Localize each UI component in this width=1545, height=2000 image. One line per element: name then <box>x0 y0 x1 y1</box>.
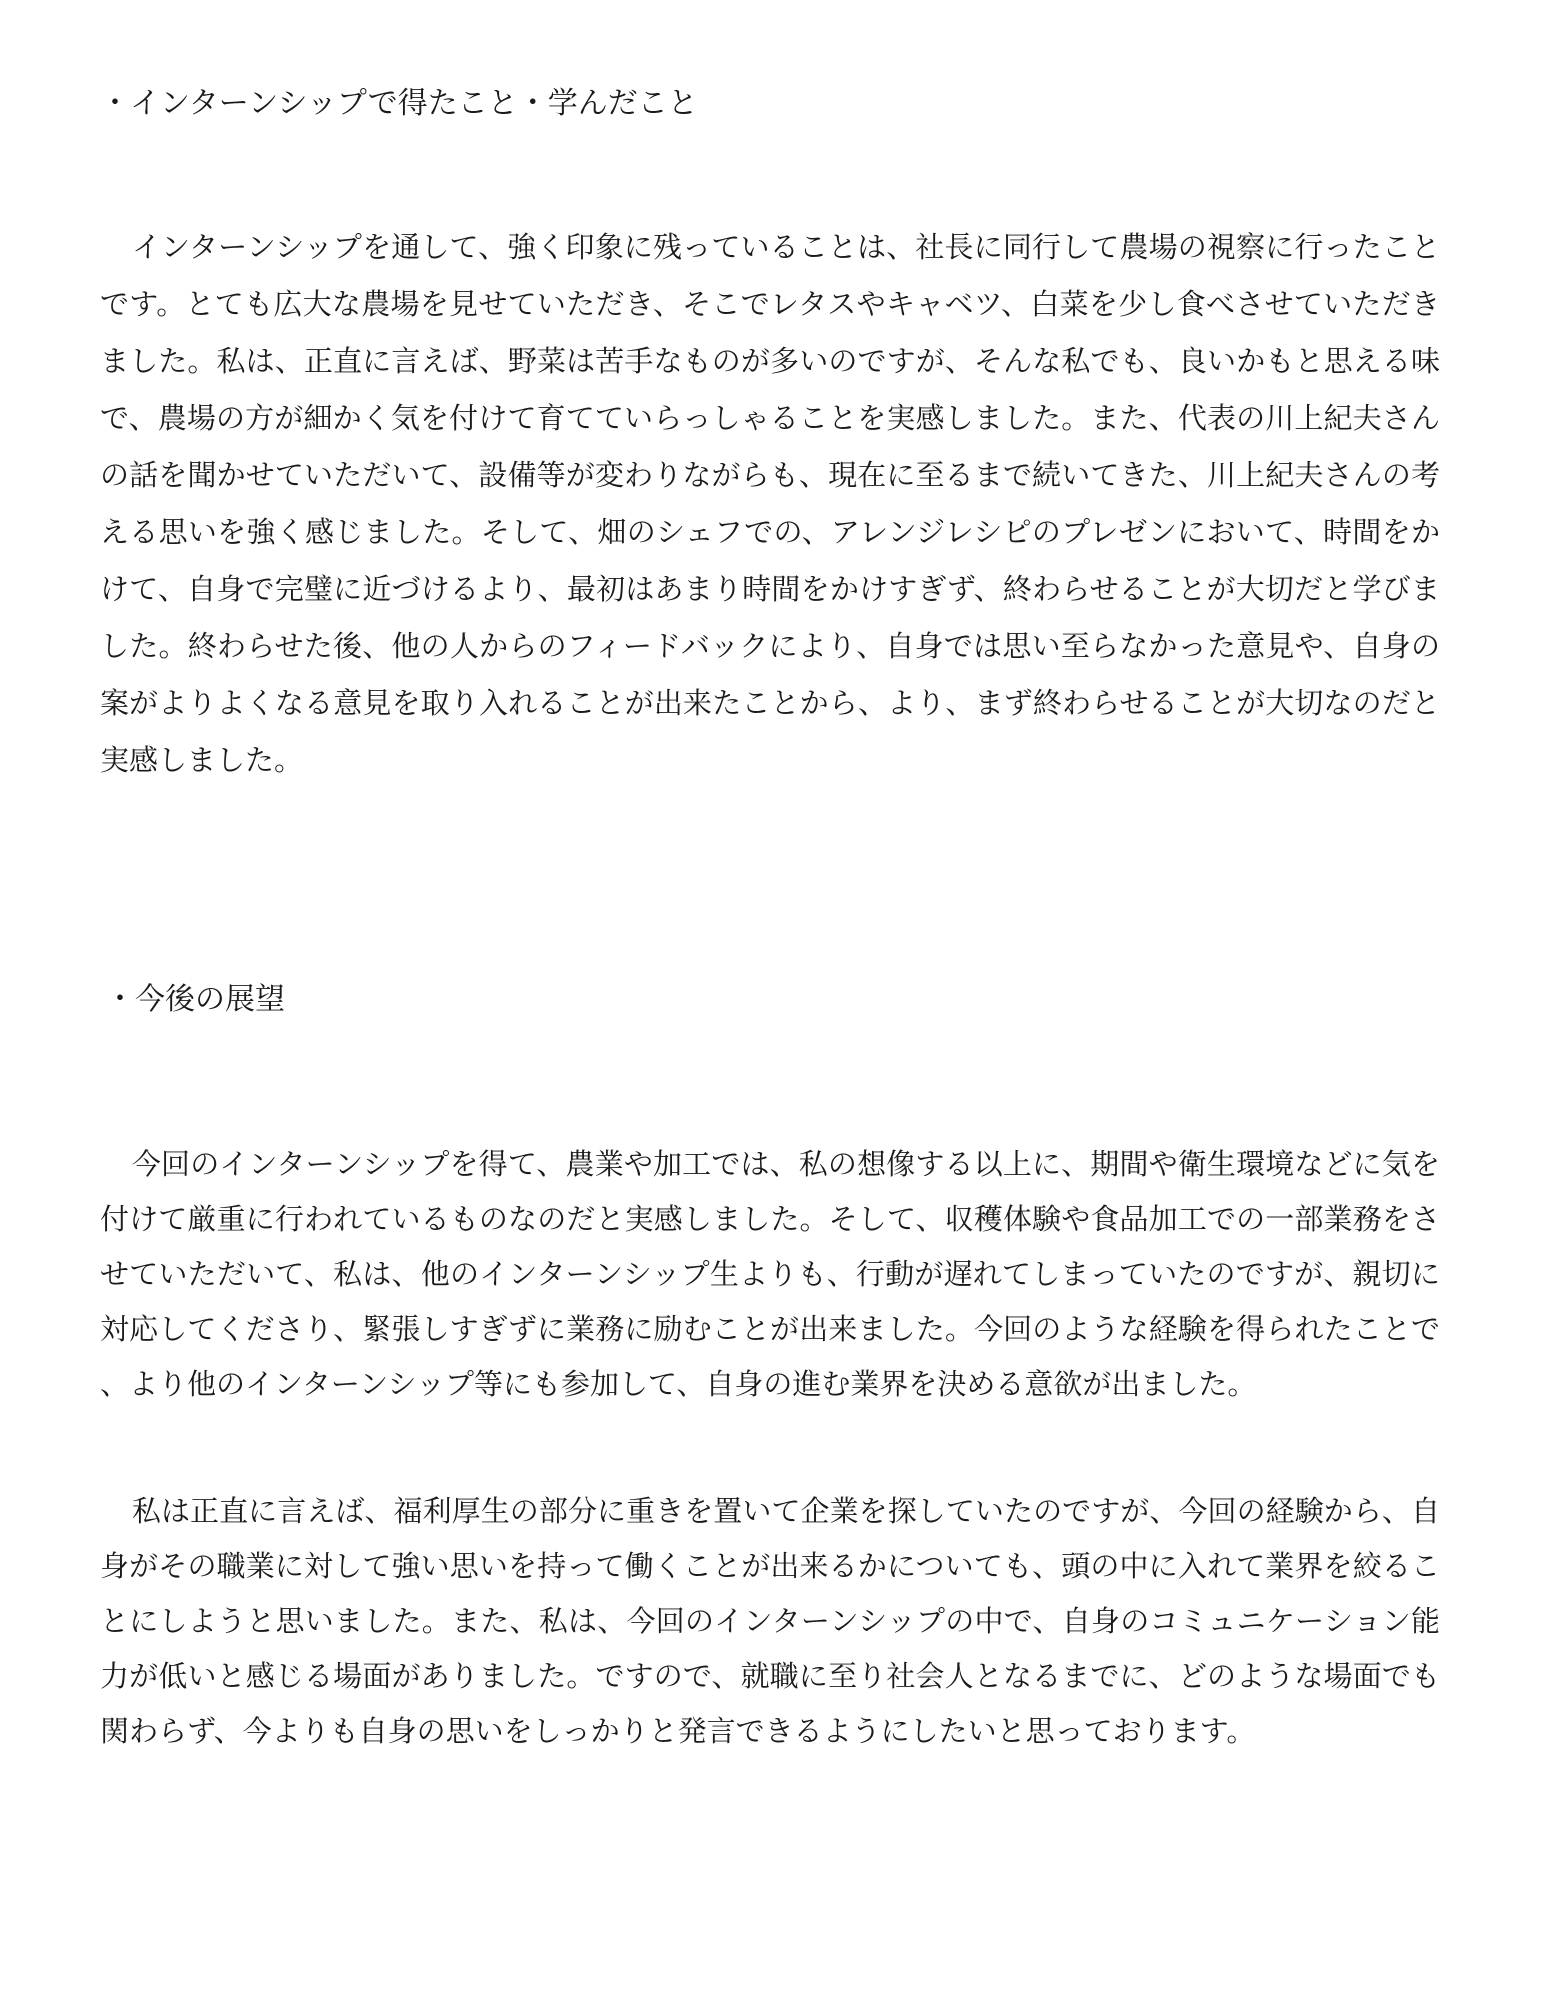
section-heading-outlook: ・今後の展望 <box>105 982 285 1017</box>
paragraph-outlook-1: 今回のインターンシップを得て、農業や加工では、私の想像する以上に、期間や衛生環境などに気を付けて厳重に行われているものなのだと実感しました。そして、収穫体験や食品加工での一部業務をさせていただいて、私は、他のインターンシップ生よりも、行動が遅れてしまっていたのですが、親切に対応してくださり、緊張しすぎずに業務に励むことが出来ました。今回のような経験を得られたことで、より他のインターンシップ等にも参加して、自身の進む業界を決める意欲が出ました。 <box>100 1147 1440 1401</box>
paragraph-learned: インターンシップを通して、強く印象に残っていることは、社長に同行して農場の視察に行ったことです。とても広大な農場を見せていただき、そこでレタスやキャベツ、白菜を少し食べさせていただきました。私は、正直に言えば、野菜は苦手なものが多いのですが、そんな私でも、良いかもと思える味で、農場の方が細かく気を付けて育てていらっしゃることを実感しました。また、代表の川上紀夫さんの話を聞かせていただいて、設備等が変わりながらも、現在に至るまで続いてきた、川上紀夫さんの考える思いを強く感じました。そして、畑のシェフでの、アレンジレシピのプレゼンにおいて、時間をかけて、自身で完璧に近づけるより、最初はあまり時間をかけすぎず、終わらせることが大切だと学びました。終わらせた後、他の人からのフィードバックにより、自身では思い至らなかった意見や、自身の案がよりよくなる意見を取り入れることが出来たことから、より、まず終わらせることが大切なのだと実感しました。 <box>100 230 1440 777</box>
section-heading-learned: ・インターンシップで得たこと・学んだこと <box>100 86 698 121</box>
paragraph-outlook-2: 私は正直に言えば、福利厚生の部分に重きを置いて企業を探していたのですが、今回の経験から、自身がその職業に対して強い思いを持って働くことが出来るかについても、頭の中に入れて業界を絞ることにしようと思いました。また、私は、今回のインターンシップの中で、自身のコミュニケーション能力が低いと感じる場面がありました。ですので、就職に至り社会人となるまでに、どのような場面でも関わらず、今よりも自身の思いをしっかりと発言できるようにしたいと思っております。 <box>100 1494 1440 1748</box>
